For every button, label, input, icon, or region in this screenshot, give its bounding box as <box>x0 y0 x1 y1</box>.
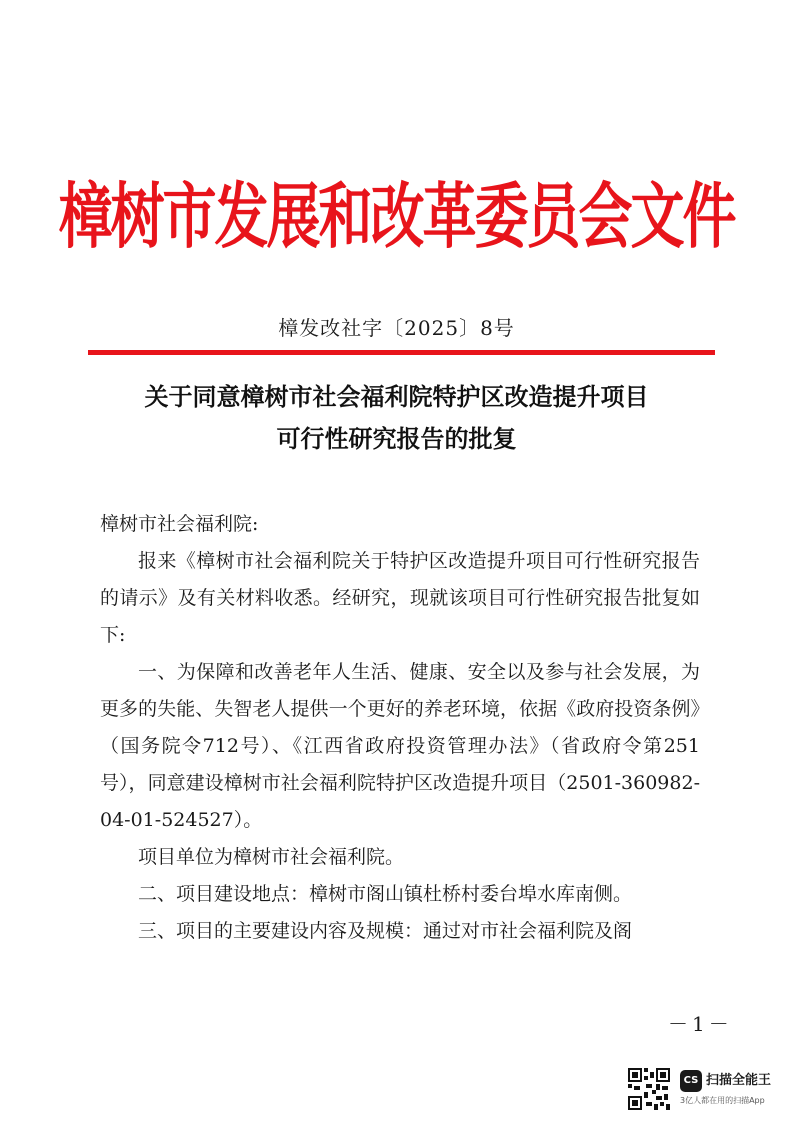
document-title-line: 关于同意樟树市社会福利院特护区改造提升项目 <box>144 383 649 411</box>
camscanner-logo-icon: CS <box>680 1070 702 1092</box>
page-number: －1－ <box>668 1012 733 1036</box>
red-divider-line <box>88 350 715 355</box>
body-paragraph: 报来《樟树市社会福利院关于特护区改造提升项目可行性研究报告的请示》及有关材料收悉。经研究，现就该项目可行性研究报告批复如下: <box>100 550 700 646</box>
body-paragraph: 项目单位为樟树市社会福利院。 <box>138 846 405 868</box>
document-title-line: 可行性研究报告的批复 <box>276 425 517 453</box>
document-title <box>60 376 733 460</box>
qr-code-icon <box>628 1068 670 1110</box>
body-paragraph: 三、项目的主要建设内容及规模：通过对市社会福利院及阁 <box>138 920 633 942</box>
document-number: 樟发改社字〔2025〕8号 <box>278 316 515 340</box>
scanner-app-name: 扫描全能王 <box>706 1073 772 1088</box>
masthead-title: 樟树市发展和改革委员会文件 <box>58 175 735 259</box>
body-paragraph: 二、项目建设地点：樟树市阁山镇杜桥村委台埠水库南侧。 <box>138 883 633 905</box>
document-body <box>100 506 700 950</box>
body-paragraph: 一、为保障和改善老年人生活、健康、安全以及参与社会发展，为更多的失能、失智老人提供一个更好的养老环境，依据《政府投资条例》（国务院令712号）、《江西省政府投资管理办法》（省政府令第251号），同意建设樟树市社会福利院特护区改造提升项目（2501-360982-04-01-524527）。 <box>100 661 700 831</box>
scanner-app-slogan: 3亿人都在用的扫描App <box>680 1096 765 1105</box>
scanner-watermark <box>628 1068 788 1112</box>
recipient-line: 樟树市社会福利院: <box>100 513 259 535</box>
